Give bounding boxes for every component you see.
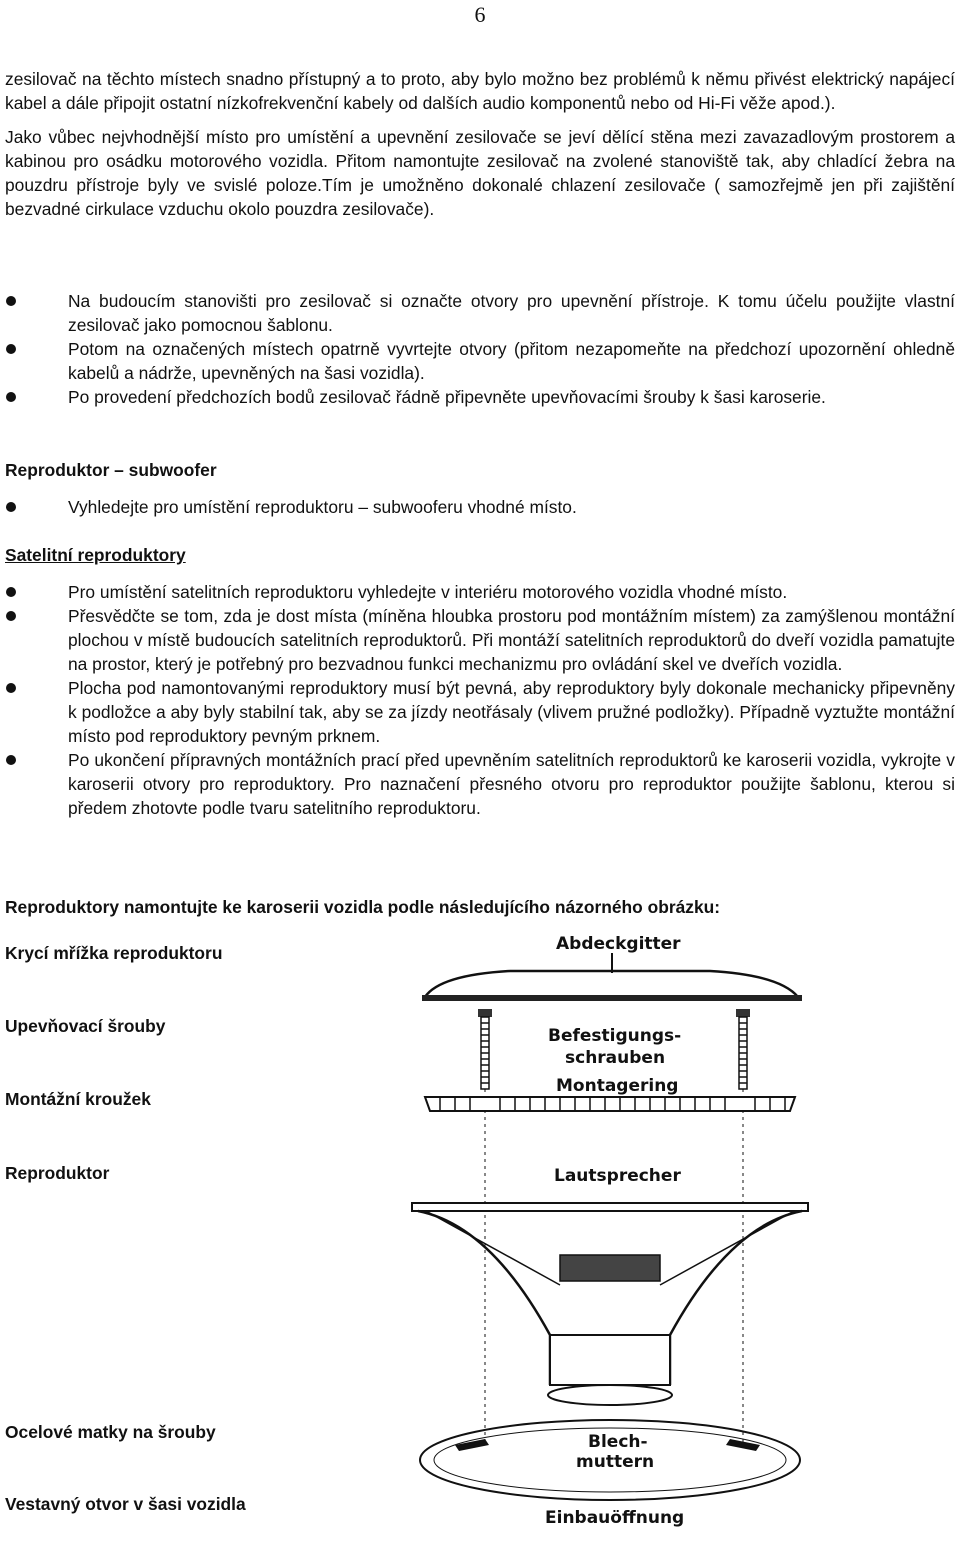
de-label-nuts-1: Blech-: [588, 1432, 648, 1452]
bullet-icon: [6, 296, 16, 306]
subwoofer-heading: Reproduktor – subwoofer: [5, 460, 217, 480]
bullet-icon: [6, 755, 16, 765]
de-label-ring: Montagering: [556, 1076, 679, 1096]
screw-left: [478, 1009, 492, 1445]
list-item: Na budoucím stanovišti pro zesilovač si označte otvory pro upevnění přístroje. K tomu účelu použijte vlastní zesilovač jako pomocnou šablonu.: [5, 289, 955, 337]
de-label-opening: Einbauöffnung: [545, 1508, 685, 1528]
bullet-icon: [6, 611, 16, 621]
label-speaker: Reproduktor: [5, 1163, 110, 1183]
diagram-intro: Reproduktory namontujte ke karoserii vozidla podle následujícího názorného obrázku:: [5, 897, 721, 917]
label-cover-grille: Krycí mřížka reproduktoru: [5, 943, 223, 963]
bullet-icon: [6, 344, 16, 354]
mounting-ring: [425, 1097, 795, 1111]
label-mounting-opening: Vestavný otvor v šasi vozidla: [5, 1494, 246, 1514]
speaker-body: [412, 1203, 808, 1405]
speaker-assembly-diagram: [400, 925, 820, 1535]
amplifier-steps: [5, 289, 955, 409]
intro-section: [5, 67, 955, 221]
de-label-screws-1: Befestigungs-: [548, 1026, 682, 1046]
list-item: Po provedení předchozích bodů zesilovač řádně připevněte upevňovacími šrouby k šasi karoserie.: [5, 385, 955, 409]
list-item: Potom na označených místech opatrně vyvrtejte otvory (přitom nezapomeňte na předchozí upozornění ohledně kabelů a nádrže, upevněných na šasi vozidla).: [5, 337, 955, 385]
page-number: 6: [474, 2, 486, 27]
intro-paragraph-2: Jako vůbec nejvhodnější místo pro umístění a upevnění zesilovače se jeví dělící stěna mezi zavazadlovým prostorem a kabinou pro osádku motorového vozidla. Přitom namontujte zesilovač na zvolené stanoviště tak, aby chladící žebra na pouzdru přístroje byly ve svislé poloze.Tím je umožněno dokonalé chlazení zesilovače ( samozřejmě jen při zajištění bezvadné cirkulace vzduchu okolo pouzdra zesilovače).: [5, 127, 955, 219]
list-item: Přesvědčte se tom, zda je dost místa (míněna hloubka prostoru pod montážním místem) za zamýšlenou montážní plochou v místě budoucích satelitních reproduktorů. Při montáží satelitních reproduktorů do dveří vozidla pamatujte na prostor, který je potřebný pro bezvadnou funkci mechanizmu pro ovládání skel ve dveřích vozidla.: [5, 604, 955, 676]
satellite-steps: [5, 580, 955, 820]
list-item: Vyhledejte pro umístění reproduktoru – subwooferu vhodné místo.: [5, 495, 955, 519]
bullet-icon: [6, 502, 16, 512]
de-label-screws-2: schrauben: [565, 1048, 666, 1068]
bullet-icon: [6, 683, 16, 693]
list-item: Pro umístění satelitních reproduktoru vyhledejte v interiéru motorového vozidla vhodné místo.: [5, 580, 955, 604]
label-fixing-screws: Upevňovací šrouby: [5, 1016, 166, 1036]
bullet-icon: [6, 587, 16, 597]
label-steel-nuts: Ocelové matky na šrouby: [5, 1422, 216, 1442]
de-label-cover: Abdeckgitter: [556, 934, 681, 954]
list-item: Plocha pod namontovanými reproduktory musí být pevná, aby reproduktory byly dokonale mechanicky připevněny k podložce a aby byly stabilní tak, aby se za jízdy neotřásaly (vlivem pružné podložky). Případně vyztužte montážní místo pod reproduktory pevným prknem.: [5, 676, 955, 748]
de-label-nuts-2: muttern: [576, 1452, 655, 1472]
cover-grille: [422, 971, 802, 1001]
subwoofer-steps: [5, 495, 955, 519]
intro-paragraph-1: zesilovač na těchto místech snadno přístupný a to proto, aby bylo možno bez problémů k němu přivést elektrický napájecí kabel a dále připojit ostatní nízkofrekvenční kabely od dalších audio komponentů nebo od Hi-Fi věže apod.).: [5, 69, 955, 113]
satellite-heading: Satelitní reproduktory: [5, 545, 186, 565]
screw-right: [736, 1009, 750, 1445]
label-mounting-ring: Montážní kroužek: [5, 1089, 151, 1109]
bullet-icon: [6, 392, 16, 402]
list-item: Po ukončení přípravných montážních prací před upevněním satelitních reproduktorů ke karoserii vozidla, vykrojte v karoserii otvory pro reproduktory. Pro naznačení přesného otvoru pro reproduktor použijte šablonu, kterou si předem zhotovte podle tvaru satelitního reproduktoru.: [5, 748, 955, 820]
de-label-speaker: Lautsprecher: [554, 1166, 681, 1186]
